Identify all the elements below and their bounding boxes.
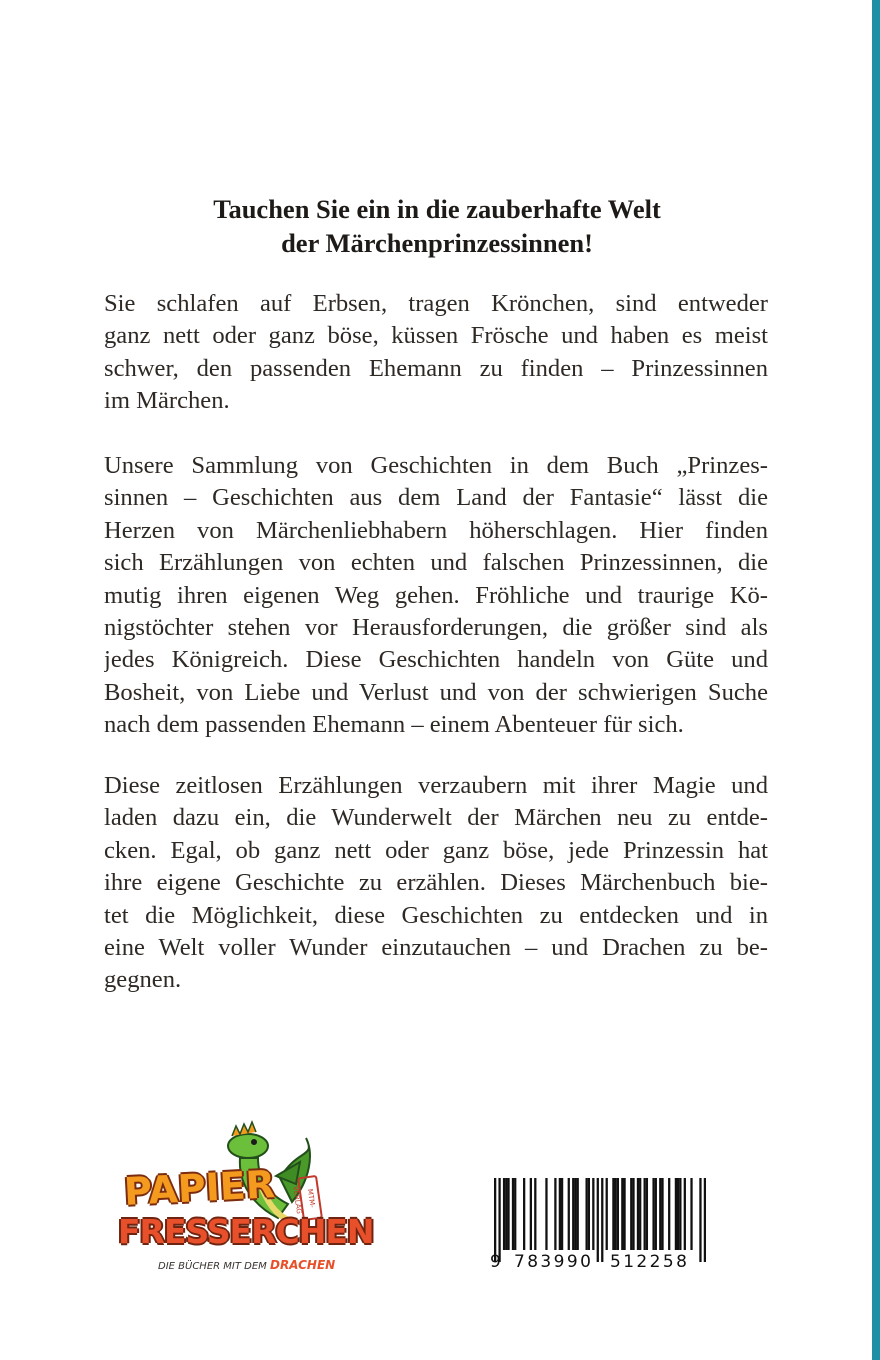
barcode-bar (606, 1178, 608, 1250)
barcode-bar (534, 1178, 536, 1250)
paragraph-line: im Märchen. (104, 387, 230, 415)
barcode-bar (585, 1178, 587, 1250)
barcode-bar (621, 1178, 623, 1250)
headline (104, 192, 770, 260)
spine-edge (872, 0, 880, 1360)
barcode-bar (617, 1178, 619, 1250)
barcode-guard-bar (601, 1178, 603, 1262)
headline-line-2: der Märchenprinzessinnen! (281, 228, 593, 258)
logo-tagline (158, 1258, 335, 1272)
barcode-left-group: 783990 (514, 1252, 594, 1272)
barcode-bar (675, 1178, 677, 1250)
barcode-bar (684, 1178, 686, 1250)
paragraph-line: Unsere Sammlung von Geschichten in dem Buch „Prinzes- (104, 452, 768, 479)
paragraph-line: tet die Möglichkeit, diese Geschichten zu entdecken und in (104, 901, 768, 929)
barcode-bar (523, 1178, 525, 1250)
barcode-guard-bar (699, 1178, 701, 1262)
barcode-bar (623, 1178, 625, 1250)
barcode-bar (661, 1178, 663, 1250)
paragraph-3 (104, 770, 768, 997)
barcode-bar (646, 1178, 648, 1250)
barcode-bar (677, 1178, 679, 1250)
logo-tagline-text: DIE BÜCHER MIT DEM (158, 1261, 267, 1272)
paragraph-1 (104, 288, 768, 418)
paragraph-line: schwer, den passenden Ehemann zu finden – Prinzessinnen (104, 354, 768, 382)
barcode-bar (632, 1178, 634, 1250)
barcode-bar (568, 1178, 570, 1250)
barcode-guard-bar (494, 1178, 496, 1262)
barcode-bar (505, 1178, 507, 1250)
barcode-bar (588, 1178, 590, 1250)
barcode-guard-bar (704, 1178, 706, 1262)
paragraph-line: ihre eigene Geschichte zu erzählen. Dieses Märchenbuch bie- (104, 869, 768, 897)
paragraph-line: ganz nett oder ganz böse, küssen Frösche und haben es meist (104, 322, 768, 350)
barcode-bar (679, 1178, 681, 1250)
logo-word-papier: PAPIER (122, 1162, 277, 1214)
paragraph-line: nach dem passenden Ehemann – einem Abenteuer für sich. (104, 711, 684, 739)
paragraph-line: mutig ihren eigenen Weg gehen. Fröhliche und traurige Kö- (104, 581, 768, 609)
barcode-bar (612, 1178, 614, 1250)
paragraph-line: laden dazu ein, die Wunderwelt der Märchen neu zu entde- (104, 804, 768, 832)
paragraph-2 (104, 450, 768, 742)
barcode-bar (637, 1178, 639, 1250)
paragraph-line: jedes Königreich. Diese Geschichten handeln von Güte und (104, 646, 768, 674)
barcode-guard-bar (597, 1178, 599, 1262)
paragraph-line: nigstöchter stehen vor Herausforderungen, die größer sind als (104, 614, 768, 642)
paragraph-line: Herzen von Märchenliebhabern höherschlagen. Hier finden (104, 516, 768, 544)
barcode-bar (668, 1178, 670, 1250)
barcode-bar (554, 1178, 556, 1250)
barcode-bar (655, 1178, 657, 1250)
barcode-bar (514, 1178, 516, 1250)
barcode-bar (652, 1178, 654, 1250)
barcode-right-group: 512258 (610, 1252, 690, 1272)
paragraph-line: Sie schlafen auf Erbsen, tragen Krönchen, sind entweder (104, 290, 768, 317)
barcode-bar (561, 1178, 563, 1250)
barcode-bar (644, 1178, 646, 1250)
paragraph-line: eine Welt voller Wunder einzutauchen – und Drachen zu be- (104, 934, 768, 962)
barcode-bar (615, 1178, 617, 1250)
barcode-bar (690, 1178, 692, 1250)
barcode-bar (630, 1178, 632, 1250)
paragraph-line: gegnen. (104, 966, 182, 994)
logo-tagline-accent: DRACHEN (269, 1258, 336, 1272)
logo-word-fresserchen: FRESSERCHEN (118, 1212, 374, 1251)
paragraph-line: sich Erzählungen von echten und falschen Prinzessinnen, die (104, 549, 768, 577)
paragraph-line: Bosheit, von Liebe und Verlust und von der schwierigen Suche (104, 678, 768, 706)
headline-line-1: Tauchen Sie ein in die zauberhafte Welt (213, 194, 661, 224)
barcode-bar (503, 1178, 505, 1250)
barcode-bar (574, 1178, 576, 1250)
paragraph-line: sinnen – Geschichten aus dem Land der Fantasie“ lässt die (104, 484, 768, 512)
publisher-logo (118, 1118, 374, 1278)
barcode-bar (592, 1178, 594, 1250)
barcode-bar (530, 1178, 532, 1250)
barcode-bar (639, 1178, 641, 1250)
barcode-bar (545, 1178, 547, 1250)
logo-stamp: MTM-VERLAG (297, 1175, 323, 1221)
barcode-first-digit: 9 (490, 1252, 501, 1272)
barcode-guard-bar (498, 1178, 500, 1262)
barcode-bar (572, 1178, 574, 1250)
barcode-bar (577, 1178, 579, 1250)
barcode-bar (659, 1178, 661, 1250)
barcode-bar (507, 1178, 509, 1250)
paragraph-line: cken. Egal, ob ganz nett oder ganz böse, jede Prinzessin hat (104, 836, 768, 864)
barcode-bar (559, 1178, 561, 1250)
barcode-bar (512, 1178, 514, 1250)
paragraph-line: Diese zeitlosen Erzählungen verzaubern mit ihrer Magie und (104, 772, 768, 799)
